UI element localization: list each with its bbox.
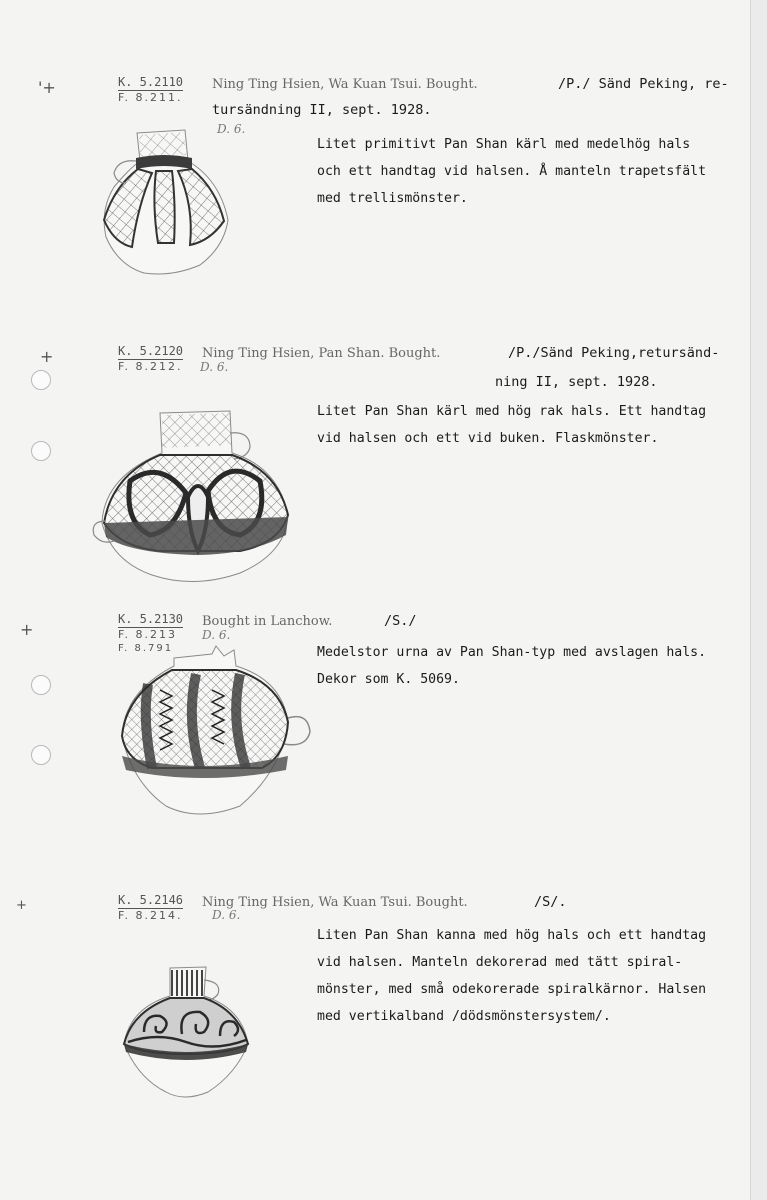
catalog-number-block <box>118 76 183 104</box>
margin-mark: + <box>40 347 54 366</box>
entry-header-right: /S./ <box>384 613 417 629</box>
f-number: F. 8.212. <box>118 360 183 373</box>
provenance: Ning Ting Hsien, Wa Kuan Tsui. Bought. <box>212 77 478 92</box>
entry-header-continued: ning II, sept. 1928. <box>495 374 658 390</box>
handwritten-note: D. 6. <box>217 122 246 136</box>
description-line: och ett handtag vid halsen. Å manteln trapetsfält <box>317 164 707 179</box>
catalog-number: K. 5.2110 <box>118 75 184 89</box>
entry-header-right: /P./Sänd Peking,retursänd- <box>508 345 720 361</box>
description-line: vid halsen. Manteln dekorerad med tätt spiral- <box>317 955 683 970</box>
pottery-drawing <box>118 962 253 1107</box>
handwritten-note: D. 6. <box>202 628 231 642</box>
punch-hole <box>31 441 51 461</box>
description-line: Liten Pan Shan kanna med hög hals och ett handtag <box>317 928 707 943</box>
pottery-drawing <box>112 640 317 820</box>
margin-mark: + <box>16 898 27 913</box>
neck-vertical-bands <box>172 970 202 996</box>
f-number-secondary: F. 8.791 <box>118 643 174 654</box>
description <box>317 131 737 212</box>
provenance: Ning Ting Hsien, Wa Kuan Tsui. Bought. <box>202 895 468 910</box>
punch-hole <box>31 370 51 390</box>
handwritten-note: D. 6. <box>212 908 241 922</box>
description <box>317 639 737 693</box>
catalog-number: K. 5.2146 <box>118 893 184 907</box>
entry-header-right: /P./ Sänd Peking, re- <box>558 76 729 92</box>
description-line: Litet primitivt Pan Shan kärl med medelhög hals <box>317 137 691 152</box>
margin-mark: + <box>20 620 34 639</box>
entry-header-continued: tursändning II, sept. 1928. <box>212 102 432 118</box>
entry-header <box>212 76 478 92</box>
description-line: Medelstor urna av Pan Shan-typ med avslagen hals. <box>317 645 707 660</box>
entry-header <box>202 345 440 361</box>
provenance: Ning Ting Hsien, Pan Shan. Bought. <box>202 346 441 361</box>
description-line: vid halsen och ett vid buken. Flaskmönster. <box>317 431 659 446</box>
f-number: F. 8.213 <box>118 628 178 641</box>
description <box>317 922 737 1030</box>
description-line: med vertikalband /dödsmönstersystem/. <box>317 1009 611 1024</box>
punch-hole <box>31 675 51 695</box>
pottery-drawing <box>92 125 237 285</box>
f-number: F. 8.211. <box>118 91 183 104</box>
margin-mark: '+ <box>38 78 56 97</box>
entry-header-right: /S/. <box>534 894 567 910</box>
provenance: Bought in Lanchow. <box>202 614 333 629</box>
catalog-number: K. 5.2130 <box>118 612 184 626</box>
pottery-drawing <box>90 405 295 590</box>
handwritten-note: D. 6. <box>200 360 229 374</box>
f-number: F. 8.214. <box>118 909 183 922</box>
catalog-number-block <box>118 345 183 373</box>
entry-header <box>202 613 332 629</box>
description-line: med trellismönster. <box>317 191 468 206</box>
description <box>317 398 737 452</box>
description-line: Dekor som K. 5069. <box>317 672 460 687</box>
catalog-number: K. 5.2120 <box>118 344 184 358</box>
description-line: Litet Pan Shan kärl med hög rak hals. Ett handtag <box>317 404 707 419</box>
catalog-number-block <box>118 894 183 922</box>
description-line: mönster, med små odekorerade spiralkärnor. Halsen <box>317 982 707 997</box>
entry-header <box>202 894 468 910</box>
punch-hole <box>31 745 51 765</box>
